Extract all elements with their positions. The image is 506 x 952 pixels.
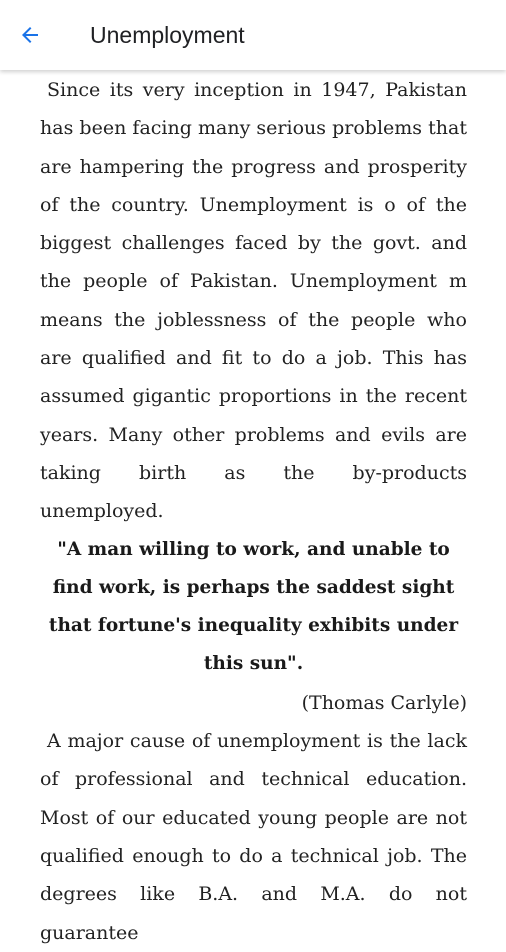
quote-text: "A man willing to work, and unable to find work, is perhaps the saddest sight that fortune's inequality exhibits under this sun". [48,538,459,675]
app-bar [0,0,506,70]
article-paragraph: Since its very inception in 1947, Pakistan has been facing many serious problems that are hampering the progress and prosperity of the country. Unemployment is o of the biggest challenges faced by the govt. and the people of Pakistan. Unemployment m means the joblessness of the people who are qualified and fit to do a job. This has assumed gigantic proportions in the recent years. Many other problems and evils are taking birth as the by-products unemployed. [40,79,467,523]
arrow-back-icon [18,23,42,47]
back-button[interactable] [8,13,52,57]
page-title: Unemployment [90,22,245,48]
article-paragraph: A major cause of unemployment is the lack of professional and technical education. Most of our educated young people are not qualified enough to do a technical job. The degrees like B.A. and M.A. do not guarantee [40,730,467,944]
quote-attribution: (Thomas Carlyle) [301,691,467,714]
article-body [40,70,467,944]
